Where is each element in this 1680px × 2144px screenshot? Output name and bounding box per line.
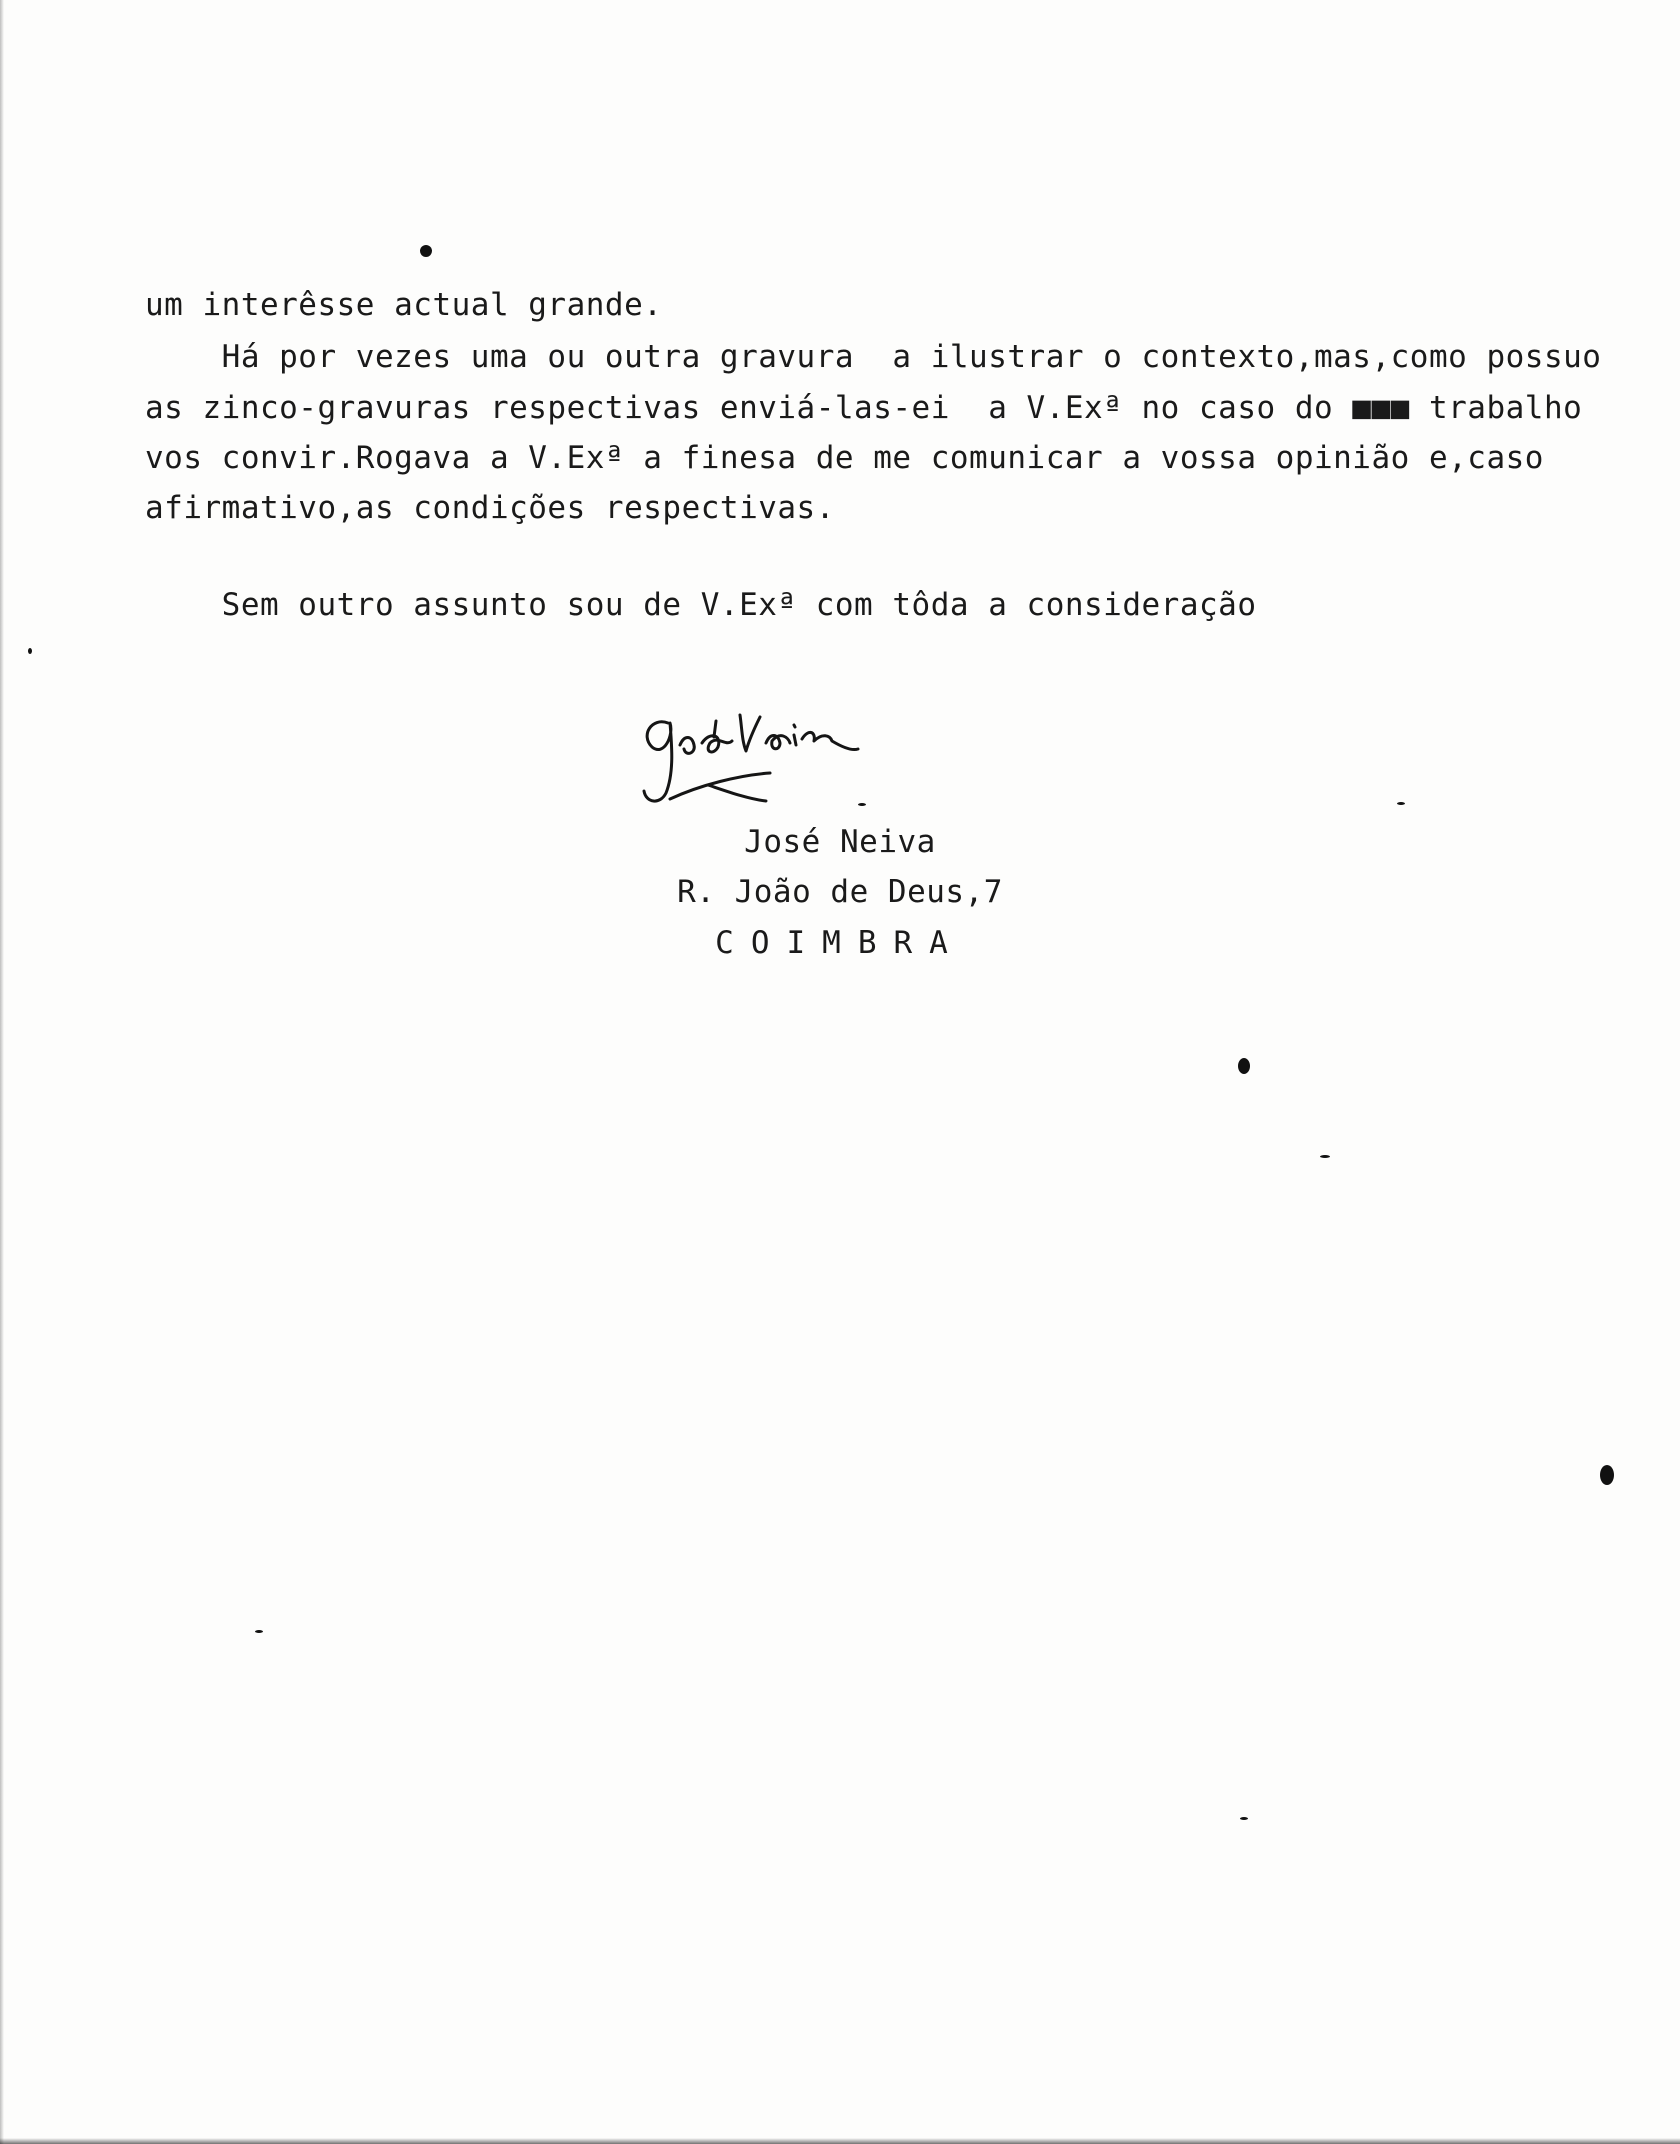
sender-name: José Neiva [744,824,936,860]
ink-speck [1240,1817,1248,1820]
handwritten-signature [630,695,880,825]
ink-speck [1320,1155,1330,1158]
ink-speck [255,1630,263,1633]
letter-line-5: afirmativo,as condições respectivas. [145,490,835,526]
sender-address: R. João de Deus,7 [677,874,1003,910]
letter-line-3: as zinco-gravuras respectivas enviá-las-ei a V.Exª no caso do ■■■ trabalho [145,390,1583,426]
ink-speck [1397,802,1405,805]
page-left-edge [0,0,4,2144]
ink-speck [1600,1465,1614,1485]
letter-closing: Sem outro assunto sou de V.Exª com tôda a consideração [145,587,1257,623]
letter-line-4: vos convir.Rogava a V.Exª a finesa de me comunicar a vossa opinião e,caso [145,440,1544,476]
ink-speck [1238,1058,1250,1074]
letter-line-2: Há por vezes uma ou outra gravura a ilustrar o contexto,mas,como possuo [145,339,1602,375]
ink-speck [858,803,866,806]
letter-line-1: um interêsse actual grande. [145,287,663,323]
sender-city: COIMBRA [715,925,965,961]
ink-speck [420,245,432,257]
page-bottom-edge [0,2138,1680,2144]
ink-speck [28,648,32,654]
